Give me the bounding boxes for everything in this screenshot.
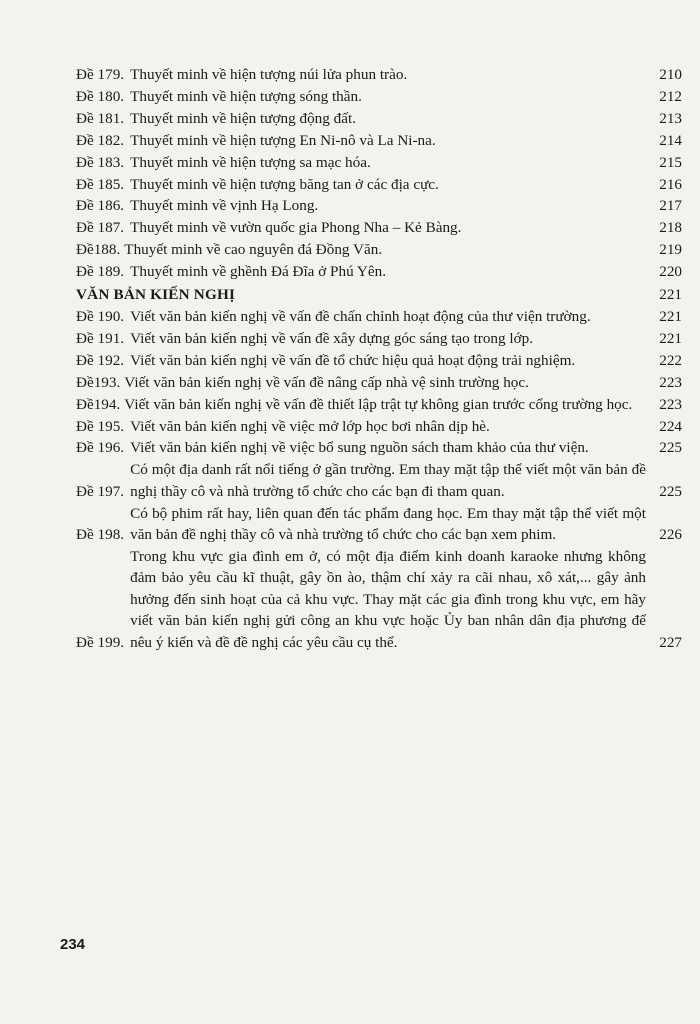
entry-title: Viết văn bản kiến nghị về vấn đề tổ chức hiệu quả hoạt động trải nghiệm. — [130, 351, 576, 369]
entry-title: Thuyết minh về hiện tượng sa mạc hóa. — [130, 153, 371, 171]
entry-page-number: 222 — [659, 351, 682, 369]
entry-number: Đề 198. — [76, 526, 125, 544]
entry-title: Thuyết minh về cao nguyên đá Đồng Văn. — [124, 241, 383, 259]
entry-title: Viết văn bản kiến nghị về việc bổ sung nguồn sách tham khảo của thư viện. — [130, 439, 589, 457]
toc-entry — [76, 152, 682, 173]
entry-page-number: 225 — [659, 439, 682, 457]
toc-entry — [76, 130, 682, 151]
entry-number: Đề 195. — [76, 417, 125, 435]
entry-number: Đề 185. — [76, 175, 125, 193]
entry-number: Đề 180. — [76, 87, 125, 105]
entry-title: Thuyết minh về hiện tượng băng tan ở các địa cực. — [130, 175, 439, 193]
entry-page-number: 214 — [659, 131, 682, 149]
entry-number: Đề 181. — [76, 109, 125, 127]
entry-number: Đề 199. — [76, 633, 125, 651]
entry-page-number: 219 — [659, 241, 682, 259]
entry-title: Thuyết minh về ghềnh Đá Đĩa ở Phú Yên. — [130, 263, 386, 281]
entry-number: Đề 189. — [76, 263, 125, 281]
toc-entry — [76, 261, 682, 282]
entry-number: Đề188. — [76, 241, 121, 259]
entry-number: Đề 192. — [76, 351, 125, 369]
entry-number: Đề 183. — [76, 153, 125, 171]
entry-list-thuyet-minh — [76, 64, 682, 283]
toc-entry — [76, 239, 682, 260]
toc-entry — [76, 394, 682, 415]
toc-entry — [76, 503, 682, 546]
entry-page-number: 218 — [659, 219, 682, 237]
entry-page-number: 216 — [659, 175, 682, 193]
toc-entry — [76, 350, 682, 371]
entry-title: Thuyết minh về vườn quốc gia Phong Nha – Kẻ Bàng. — [130, 219, 462, 237]
toc-entry — [76, 546, 682, 653]
entry-title: Viết văn bản kiến nghị về việc mở lớp học bơi nhân dịp hè. — [130, 417, 490, 435]
toc-entry — [76, 328, 682, 349]
entry-page-number: 223 — [659, 373, 682, 391]
entry-title: Viết văn bản kiến nghị về vấn đề chấn chỉnh hoạt động của thư viện trường. — [130, 307, 591, 325]
entry-number: Đề194. — [76, 395, 121, 413]
entry-page-number: 213 — [659, 109, 682, 127]
entry-page-number: 215 — [659, 153, 682, 171]
entry-title: Thuyết minh về hiện tượng núi lửa phun trào. — [130, 66, 408, 83]
entry-number: Đề 190. — [76, 307, 125, 325]
toc-entry — [76, 437, 682, 458]
entry-title: Viết văn bản kiến nghị về vấn đề nâng cấp nhà vệ sinh trường học. — [124, 373, 529, 391]
entry-number: Đề 197. — [76, 482, 125, 500]
toc-entry — [76, 86, 682, 107]
toc-entry — [76, 174, 682, 195]
page-number: 234 — [60, 936, 86, 953]
toc-entry — [76, 372, 682, 393]
entry-title: Thuyết minh về vịnh Hạ Long. — [130, 197, 319, 215]
entry-page-number: 223 — [659, 395, 682, 413]
entry-page-number: 217 — [659, 197, 682, 215]
entry-page-number: 221 — [659, 307, 682, 325]
toc-entry — [76, 108, 682, 129]
table-of-contents — [76, 64, 682, 653]
entry-page-number: 212 — [659, 87, 682, 105]
entry-title: Viết văn bản kiến nghị về vấn đề thiết lập trật tự không gian trước cổng trường học. — [124, 395, 633, 413]
entry-number: Đề 179. — [76, 66, 125, 83]
entry-title: Thuyết minh về hiện tượng En Ni-nô và La Ni-na. — [130, 131, 436, 149]
entry-list-kien-nghi — [76, 306, 682, 653]
section-page-number: 221 — [659, 285, 682, 303]
toc-entry — [76, 459, 682, 502]
toc-entry — [76, 195, 682, 216]
entry-number: Đề193. — [76, 373, 121, 391]
entry-number: Đề 187. — [76, 219, 125, 237]
entry-page-number: 225 — [659, 482, 682, 500]
entry-title: Thuyết minh về hiện tượng động đất. — [130, 109, 356, 127]
entry-number: Đề 196. — [76, 439, 125, 457]
entry-title: Có bộ phim rất hay, liên quan đến tác phẩm đang học. Em thay mặt tập thể viết một văn bản đề nghị thầy cô và nhà trường tổ chức cho các bạn xem phim. — [130, 504, 646, 544]
toc-entry — [76, 306, 682, 327]
entry-page-number: 227 — [659, 633, 682, 651]
entry-title: Có một địa danh rất nổi tiếng ở gần trường. Em thay mặt tập thể viết một văn bản đề nghị thầy cô và nhà trường tổ chức cho các bạn đi tham quan. — [130, 461, 646, 500]
entry-number: Đề 182. — [76, 131, 125, 149]
section-heading — [76, 284, 682, 305]
section-title: VĂN BẢN KIẾN NGHỊ — [76, 285, 236, 303]
toc-entry — [76, 217, 682, 238]
toc-entry — [76, 416, 682, 437]
entry-page-number: 210 — [659, 66, 682, 83]
entry-page-number: 221 — [659, 329, 682, 347]
entry-page-number: 224 — [659, 417, 682, 435]
entry-title: Trong khu vực gia đình em ở, có một địa điểm kinh doanh karaoke nhưng không đảm bảo yêu cầu kĩ thuật, gây ồn ào, thậm chí xảy ra cãi nhau, xô xát,... gây ảnh hưởng đến sinh hoạt của cả khu vực. Thay mặt các gia đình trong khu vực, em hãy viết văn bản kiến nghị gửi công an khu vực hoặc Ủy ban nhân dân địa phương để nêu ý kiến và đề đề nghị các yêu cầu cụ thể. — [130, 547, 646, 651]
entry-title: Thuyết minh về hiện tượng sóng thần. — [130, 87, 362, 105]
entry-page-number: 226 — [659, 526, 682, 544]
entry-title: Viết văn bản kiến nghị về vấn đề xây dựng góc sáng tạo trong lớp. — [130, 329, 534, 347]
toc-entry — [76, 64, 682, 85]
entry-number: Đề 186. — [76, 197, 125, 215]
entry-number: Đề 191. — [76, 329, 125, 347]
entry-page-number: 220 — [659, 263, 682, 281]
